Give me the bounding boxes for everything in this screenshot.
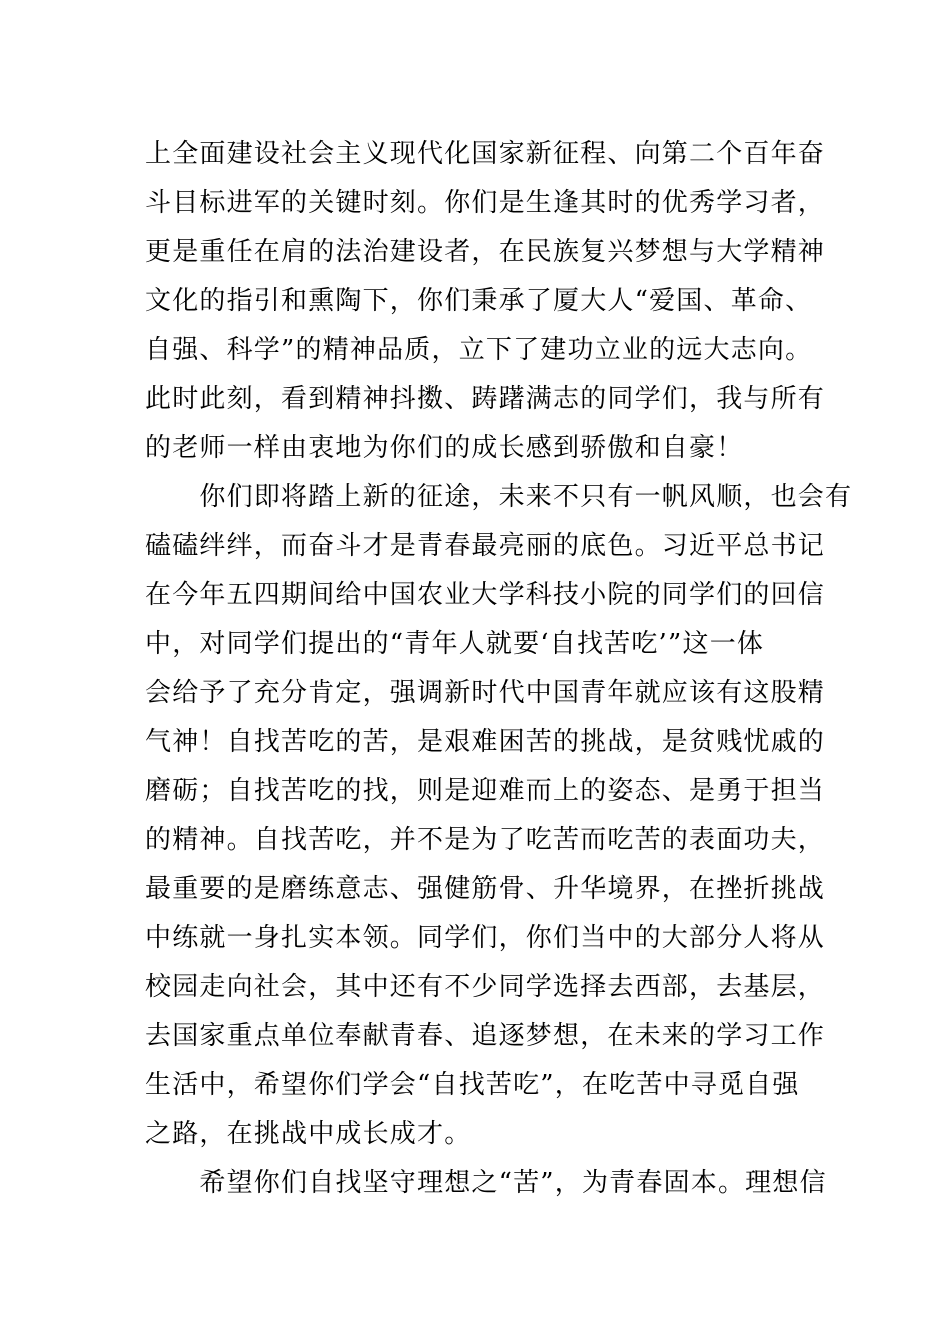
text-line: 中，对同学们提出的“青年人就要‘自找苦吃’”这一体 xyxy=(145,629,765,659)
text-line: 斗目标进军的关键时刻。你们是生逢其时的优秀学习者， xyxy=(145,188,826,218)
paragraph-start-line: 希望你们自找坚守理想之“苦”，为青春固本。理想信 xyxy=(145,1168,827,1198)
text-line: 文化的指引和熏陶下，你们秉承了厦大人“爱国、革命、 xyxy=(145,286,813,316)
text-line: 中练就一身扎实本领。同学们，你们当中的大部分人将从 xyxy=(145,923,826,953)
text-line: 磨砺；自找苦吃的找，则是迎难而上的姿态、是勇于担当 xyxy=(145,776,826,806)
text-line: 更是重任在肩的法治建设者，在民族复兴梦想与大学精神 xyxy=(145,237,826,267)
text-line: 去国家重点单位奉献青春、追逐梦想，在未来的学习工作 xyxy=(145,1021,826,1051)
paragraph-start-line: 你们即将踏上新的征途，未来不只有一帆风顺，也会有 xyxy=(145,482,853,512)
text-line: 校园走向社会，其中还有不少同学选择去西部，去基层， xyxy=(145,972,826,1002)
text-line: 气神！自找苦吃的苦，是艰难困苦的挑战，是贫贱忧戚的 xyxy=(145,727,826,757)
text-line: 的精神。自找苦吃，并不是为了吃苦而吃苦的表面功夫， xyxy=(145,825,826,855)
text-line: 之路，在挑战中成长成才。 xyxy=(145,1119,472,1149)
text-line: 在今年五四期间给中国农业大学科技小院的同学们的回信 xyxy=(145,580,826,610)
text-line: 最重要的是磨练意志、强健筋骨、升华境界，在挫折挑战 xyxy=(145,874,826,904)
text-line: 磕磕绊绊，而奋斗才是青春最亮丽的底色。习近平总书记 xyxy=(145,531,826,561)
text-line: 生活中，希望你们学会“自找苦吃”，在吃苦中寻觅自强 xyxy=(145,1070,800,1100)
text-line: 会给予了充分肯定，强调新时代中国青年就应该有这股精 xyxy=(145,678,826,708)
text-line: 自强、科学”的精神品质，立下了建功立业的远大志向。 xyxy=(145,335,813,365)
document-body xyxy=(145,130,853,1208)
text-line: 上全面建设社会主义现代化国家新征程、向第二个百年奋 xyxy=(145,139,826,169)
text-line: 的老师一样由衷地为你们的成长感到骄傲和自豪！ xyxy=(145,433,744,463)
text-line: 此时此刻，看到精神抖擞、踌躇满志的同学们，我与所有 xyxy=(145,384,826,414)
